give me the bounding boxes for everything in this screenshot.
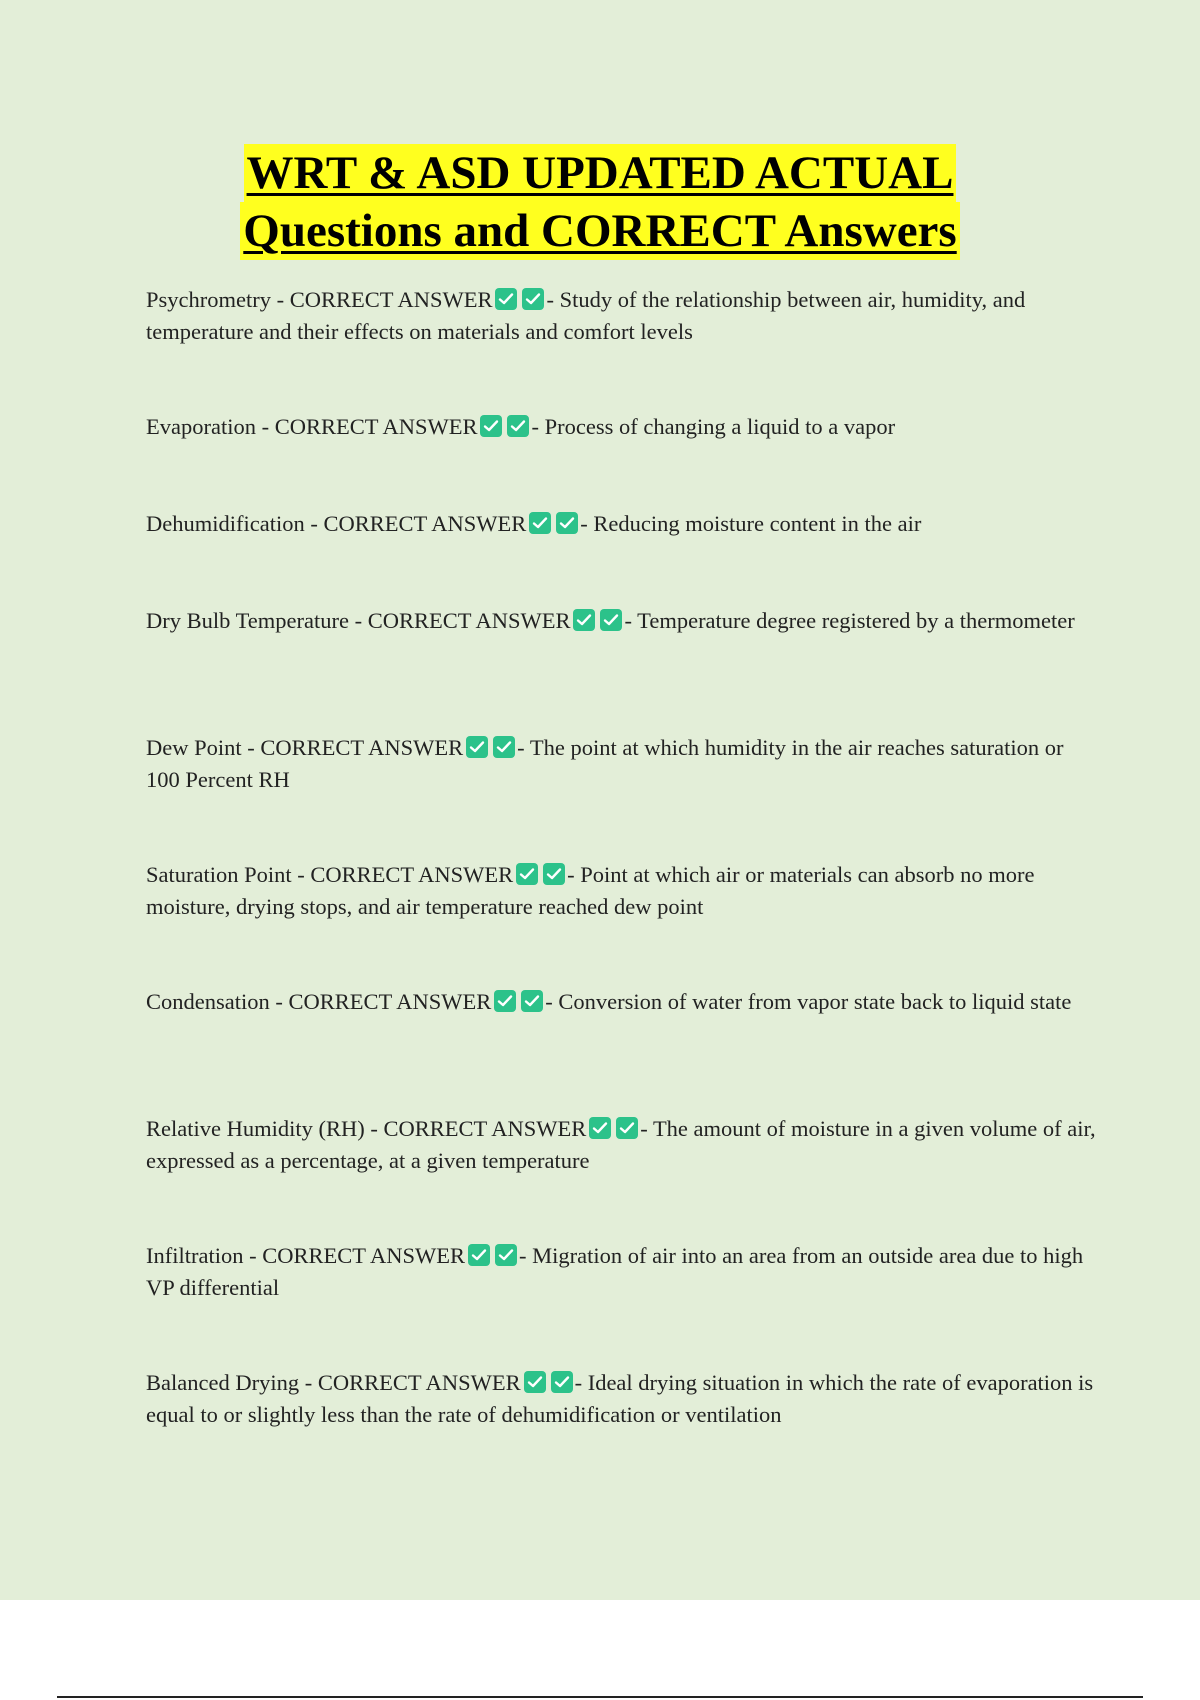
- qa-answer: Temperature degree registered by a thermometer: [637, 608, 1075, 633]
- page-title: [0, 144, 1200, 260]
- check-mark-icon: [468, 1244, 490, 1266]
- qa-term: Balanced Drying: [146, 1370, 300, 1395]
- qa-answer: Migration of air into an area from an outside area due to high VP differential: [146, 1243, 1084, 1300]
- check-mark-icon: [507, 415, 529, 437]
- check-mark-icon: [600, 609, 622, 631]
- qa-answer: The point at which humidity in the air reaches saturation or 100 Percent RH: [146, 735, 1064, 792]
- qa-answer: Reducing moisture content in the air: [593, 511, 922, 536]
- correct-answer-label: CORRECT ANSWER: [288, 989, 492, 1014]
- check-mark-icon: [516, 863, 538, 885]
- correct-answer-label: CORRECT ANSWER: [367, 608, 571, 633]
- check-mark-icon: [522, 288, 544, 310]
- qa-entry: Dry Bulb Temperature - CORRECT ANSWER - Temperature degree registered by a thermometer: [146, 608, 1075, 633]
- correct-answer-label: CORRECT ANSWER: [289, 287, 493, 312]
- title-line-2: Questions and CORRECT Answers: [240, 202, 959, 260]
- qa-answer: Study of the relationship between air, humidity, and temperature and their effects on materials and comfort levels: [146, 287, 1026, 344]
- qa-answer: Conversion of water from vapor state back to liquid state: [558, 989, 1072, 1014]
- qa-term: Dehumidification: [146, 511, 305, 536]
- qa-answer: Ideal drying situation in which the rate of evaporation is equal to or slightly less than the rate of dehumidification or ventilation: [146, 1370, 1094, 1427]
- qa-answer: The amount of moisture in a given volume of air, expressed as a percentage, at a given temperature: [146, 1116, 1096, 1173]
- check-mark-icon: [495, 288, 517, 310]
- correct-answer-label: CORRECT ANSWER: [274, 414, 478, 439]
- correct-answer-label: CORRECT ANSWER: [260, 735, 464, 760]
- qa-entry: Infiltration - CORRECT ANSWER - Migration of air into an area from an outside area due to high VP differential: [146, 1243, 1084, 1300]
- check-mark-icon: [589, 1117, 611, 1139]
- qa-entry: Psychrometry - CORRECT ANSWER - Study of the relationship between air, humidity, and temperature and their effects on materials and comfort levels: [146, 287, 1026, 344]
- check-mark-icon: [616, 1117, 638, 1139]
- check-mark-icon: [529, 512, 551, 534]
- qa-term: Dry Bulb Temperature: [146, 608, 349, 633]
- correct-answer-label: CORRECT ANSWER: [383, 1116, 587, 1141]
- qa-entry: Relative Humidity (RH) - CORRECT ANSWER - The amount of moisture in a given volume of air, expressed as a percentage, at a given temperature: [146, 1116, 1096, 1173]
- correct-answer-label: CORRECT ANSWER: [323, 511, 527, 536]
- correct-answer-label: CORRECT ANSWER: [317, 1370, 521, 1395]
- qa-entry: Evaporation - CORRECT ANSWER - Process of changing a liquid to a vapor: [146, 414, 896, 439]
- qa-term: Evaporation: [146, 414, 256, 439]
- footer-divider: [57, 1696, 1143, 1698]
- qa-entry: Condensation - CORRECT ANSWER - Conversion of water from vapor state back to liquid state: [146, 989, 1072, 1014]
- qa-term: Dew Point: [146, 735, 242, 760]
- qa-entry: Saturation Point - CORRECT ANSWER - Point at which air or materials can absorb no more moisture, drying stops, and air temperature reached dew point: [146, 862, 1035, 919]
- check-mark-icon: [480, 415, 502, 437]
- qa-answer: Point at which air or materials can absorb no more moisture, drying stops, and air temperature reached dew point: [146, 862, 1035, 919]
- check-mark-icon: [551, 1371, 573, 1393]
- title-line-1: WRT & ASD UPDATED ACTUAL: [244, 144, 957, 202]
- correct-answer-label: CORRECT ANSWER: [262, 1243, 465, 1268]
- qa-term: Saturation Point: [146, 862, 292, 887]
- check-mark-icon: [573, 609, 595, 631]
- check-mark-icon: [543, 863, 565, 885]
- qa-answer: Process of changing a liquid to a vapor: [544, 414, 896, 439]
- qa-term: Psychrometry: [146, 287, 271, 312]
- check-mark-icon: [556, 512, 578, 534]
- check-mark-icon: [466, 736, 488, 758]
- check-mark-icon: [521, 990, 543, 1012]
- correct-answer-label: CORRECT ANSWER: [310, 862, 514, 887]
- check-mark-icon: [524, 1371, 546, 1393]
- qa-term: Infiltration: [146, 1243, 244, 1268]
- qa-term: Condensation: [146, 989, 270, 1014]
- check-mark-icon: [494, 990, 516, 1012]
- qa-entry: Dehumidification - CORRECT ANSWER - Reducing moisture content in the air: [146, 511, 922, 536]
- qa-entry: Dew Point - CORRECT ANSWER - The point at which humidity in the air reaches saturation or 100 Percent RH: [146, 735, 1064, 792]
- check-mark-icon: [493, 736, 515, 758]
- check-mark-icon: [495, 1244, 517, 1266]
- qa-entry: Balanced Drying - CORRECT ANSWER - Ideal drying situation in which the rate of evaporation is equal to or slightly less than the rate of dehumidification or ventilation: [146, 1370, 1094, 1427]
- qa-term: Relative Humidity (RH): [146, 1116, 365, 1141]
